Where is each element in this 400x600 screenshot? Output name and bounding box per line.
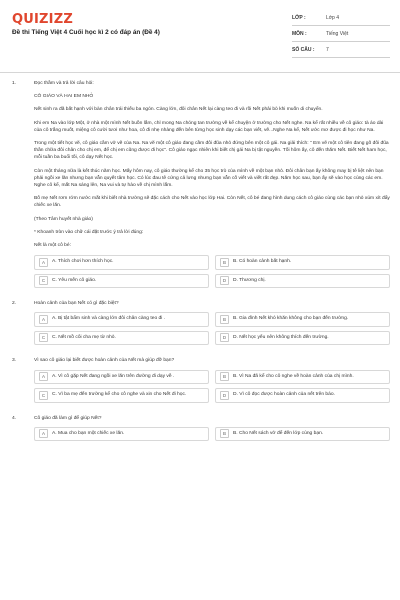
question-2	[12, 300, 390, 349]
header-divider	[0, 72, 400, 73]
option-text: B. Vì Na đã kể cho cô nghe về hoàn cảnh của chị mình.	[233, 373, 354, 379]
meta-value: Tiếng Việt	[326, 30, 349, 37]
question-3	[12, 357, 390, 406]
document-body	[12, 80, 390, 445]
option-letter: C	[39, 276, 48, 285]
answer-options	[34, 427, 390, 446]
option-text: C. Vì ba mẹ đến trường kể cho cô nghe và xin cho Nết đi học.	[52, 392, 187, 398]
option-letter: D	[220, 333, 229, 342]
document-title: Đề thi Tiếng Việt 4 Cuối học kì 2 có đáp án (Đề 4)	[12, 29, 160, 36]
answer-option-d[interactable]	[215, 274, 390, 289]
answer-options	[34, 312, 390, 349]
option-letter: D	[220, 391, 229, 400]
option-letter: B	[220, 315, 229, 324]
answer-option-a[interactable]	[34, 370, 209, 385]
question-text: Hoàn cảnh của bạn Nết có gì đặc biệt?	[34, 301, 119, 307]
question-text: Cô giáo đã làm gì để giúp Nết?	[34, 415, 102, 421]
option-text: B. Gia đình Nết khó khăn không cho bạn đến trường.	[233, 316, 349, 322]
option-letter: B	[220, 429, 229, 438]
passage-title: CÔ GIÁO VÀ HAI EM NHỎ	[34, 94, 94, 100]
question-4	[12, 415, 390, 446]
option-text: A. Vì cô gặp Nết đang ngồi xe lăn trên đường đi dạy về .	[52, 373, 175, 379]
answer-options	[34, 255, 390, 292]
option-letter: A	[39, 429, 48, 438]
meta-value: 7	[326, 46, 329, 53]
answer-option-d[interactable]	[215, 388, 390, 403]
option-letter: A	[39, 258, 48, 267]
option-text: B. Cho Nết sách vở để đến lớp cùng bạn.	[233, 430, 324, 436]
meta-key: MÔN :	[292, 30, 307, 37]
option-text: B. Có hoàn cảnh bất hạnh.	[233, 259, 292, 265]
option-letter: C	[39, 391, 48, 400]
meta-value: Lớp 4	[326, 14, 340, 21]
answer-option-a[interactable]	[34, 255, 209, 270]
answer-option-c[interactable]	[34, 274, 209, 289]
option-text: D. Nết học yếu nên không thích đến trường.	[233, 334, 329, 340]
passage-source: (Theo Tâm huyết nhà giáo)	[34, 216, 93, 222]
question-text: Vì sao cô giáo lại biết được hoàn cảnh của Nết mà giúp đỡ bạn?	[34, 358, 175, 364]
option-letter: A	[39, 315, 48, 324]
meta-key: SỐ CÂU :	[292, 46, 315, 53]
option-text: D. Vì cô đọc được hoàn cảnh của nết trên báo.	[233, 392, 335, 398]
answer-option-a[interactable]	[34, 427, 209, 442]
option-text: A. Bị tật bẩm sinh và càng lớn đôi chân càng teo đi .	[52, 316, 166, 322]
question-1	[12, 80, 390, 292]
answer-option-b[interactable]	[215, 427, 390, 442]
answer-option-c[interactable]	[34, 331, 209, 346]
answer-option-b[interactable]	[215, 370, 390, 385]
meta-table	[292, 10, 390, 58]
question-prompt: Nết là một cô bé:	[34, 243, 71, 249]
answer-option-d[interactable]	[215, 331, 390, 346]
answer-option-a[interactable]	[34, 312, 209, 327]
passage-paragraph: Khi em Na vào lớp Một, ở nhà một mình Nết buồn lắm, chỉ mong Na chóng tan trường về kể chuyện ở trường cho Nết nghe. Na kể rất nhiều về cô giáo: tà áo dài của cô trắng muốt, miệng cô cười tươi như hoa, cô đi nhẹ nhàng đến bên từng học sinh dạy các bạn viết, vẽ...Nghe Na kể, Nết ước mơ được đi học như Na.	[34, 120, 384, 133]
question-instruction: Đọc thầm và trả lời câu hỏi:	[34, 81, 94, 86]
passage-paragraph: Còn một tháng nữa là kết thúc năm học. Mấy hôm nay, cô giáo thường kể cho 35 học trò của mình về một bạn nhỏ. Đôi chân bạn ấy không may bị tê liệt nên bạn phải ngồi xe lăn nhưng bạn vẫn quyết tâm học. Có lúc đau tê cứng cả lưng nhưng bạn vẫn cố viết và viết rất đẹp. Năm học sau, bạn ấy sẽ vào học cùng các em. Nghe cô kể, mắt Na sáng lên, Na vui và tự hào về chị mình lắm.	[34, 168, 384, 189]
question-number: 2.	[12, 301, 17, 307]
question-number: 3.	[12, 358, 17, 364]
quizizz-logo: QUIZIZZ	[12, 12, 73, 27]
meta-row-subject	[292, 26, 390, 42]
question-number: 1.	[12, 81, 17, 86]
option-text: D. Thương chị.	[233, 277, 266, 283]
passage-paragraph: Nết sinh ra đã bất hạnh với bàn chân trái thiếu ba ngón. Càng lớn, đôi chân Nết lại càng teo đi và rồi Nết phải bò khi muốn di chuyển.	[34, 107, 323, 113]
answer-instruction: * Khoanh tròn vào chữ cái đặt trước ý trả lời đúng:	[34, 229, 144, 235]
document-header	[0, 0, 400, 70]
option-text: A. Thích chơi hơn thích học.	[52, 259, 114, 265]
option-letter: B	[220, 258, 229, 267]
option-letter: C	[39, 333, 48, 342]
option-text: A. Mua cho bạn một chiếc xe lăn.	[52, 430, 125, 436]
meta-row-grade	[292, 10, 390, 26]
passage-paragraph: Bố mẹ Nết rơm rớm nước mắt khi biết nhà trường sẽ đặc cách cho Nết vào học lớp Hai. Còn Nết, cô bé đang hình dung cách cô giáo cùng các bạn nhỏ xúm xít đẩy chiếc xe lăn.	[34, 196, 390, 209]
meta-key: LỚP :	[292, 14, 306, 21]
answer-option-b[interactable]	[215, 312, 390, 327]
answer-options	[34, 370, 390, 407]
option-letter: A	[39, 372, 48, 381]
option-text: C. Yêu mến cô giáo.	[52, 277, 97, 283]
answer-option-c[interactable]	[34, 388, 209, 403]
option-letter: D	[220, 276, 229, 285]
meta-row-count	[292, 42, 390, 58]
answer-option-b[interactable]	[215, 255, 390, 270]
passage-paragraph: Trong một tiết học vẽ, cô giáo cầm vở vẽ của Na. Na vẽ một cô giáo đang cầm đôi đũa nhỏ đứng bên một cô gái. Na giải thích: " Em vẽ một cô tiên đang gõ đôi đũa thần chữa đôi chân cho chị em, để chị em cũng được đi học". Cô giáo ngạc nhiên khi biết chị gái Na bị tật nguyền. Tối hôm ấy, cô đến thăm Nết. Biết Nết ham học, mỗi tuần ba buổi tối, cô dạy Nết học.	[34, 141, 389, 161]
question-number: 4.	[12, 415, 17, 421]
option-text: C. Nết mồ côi cha mẹ từ nhỏ.	[52, 334, 116, 340]
option-letter: B	[220, 372, 229, 381]
